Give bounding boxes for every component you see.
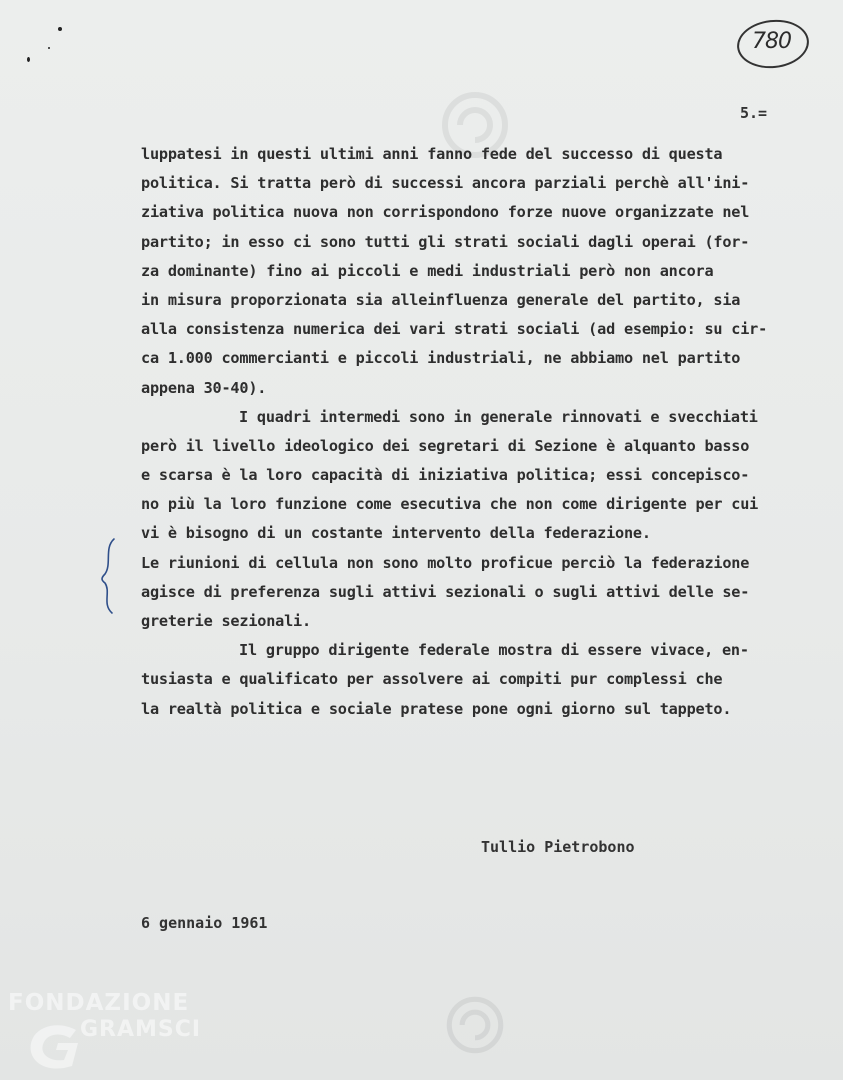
text-line: I quadri intermedi sono in generale rinnovati e svecchiati (239, 407, 758, 426)
watermark-line-1: FONDAZIONE (8, 990, 190, 1016)
text-line: però il livello ideologico dei segretari di Sezione è alquanto basso (141, 436, 750, 455)
text-line: Le riunioni di cellula non sono molto proficue perciò la federazione (141, 553, 750, 572)
text-line: e scarsa è la loro capacità di iniziativa politica; essi concepisco- (141, 466, 750, 485)
faint-watermark-logo (445, 995, 505, 1055)
text-line: appena 30-40). (141, 378, 267, 397)
text-line: partito; in esso ci sono tutti gli strati sociali dagli operai (for- (141, 232, 750, 251)
ink-speck (27, 57, 30, 62)
text-line: alla consistenza numerica dei vari strati sociali (ad esempio: su cir- (141, 320, 768, 339)
text-line: agisce di preferenza sugli attivi sezionali o sugli attivi delle se- (141, 582, 750, 601)
text-line: ziativa politica nuova non corrispondono forze nuove organizzate nel (141, 203, 750, 222)
text-line: no più la loro funzione come esecutiva che non come dirigente per cui (141, 495, 759, 514)
page-number: 5.= (740, 104, 768, 122)
text-line: la realtà politica e sociale pratese pone ogni giorno sul tappeto. (141, 699, 732, 718)
archive-number: 780 (752, 29, 791, 54)
text-line: Il gruppo dirigente federale mostra di essere vivace, en- (239, 641, 749, 660)
text-line: greterie sezionali. (141, 612, 311, 630)
handwritten-bracket-mark (96, 536, 122, 616)
typed-body-text (141, 140, 831, 724)
text-line: tusiasta e qualificato per assolvere ai compiti pur complessi che (141, 670, 723, 689)
text-line: vi è bisogno di un costante intervento della federazione. (141, 524, 651, 543)
text-line: ca 1.000 commercianti e piccoli industriali, ne abbiamo nel partito (141, 349, 741, 368)
watermark-line-2: GRAMSCI (80, 1017, 202, 1042)
ink-speck (58, 27, 62, 31)
text-line: politica. Si tratta però di successi ancora parziali perchè all'ini- (141, 174, 750, 193)
document-date: 6 gennaio 1961 (141, 914, 268, 932)
text-line: luppatesi in questi ultimi anni fanno fede del successo di questa (141, 145, 723, 163)
ink-speck (48, 47, 50, 49)
text-line: za dominante) fino ai piccoli e medi industriali però non ancora (141, 261, 714, 280)
signature-name: Tullio Pietrobono (481, 838, 635, 856)
text-line: in misura proporzionata sia alleinfluenza generale del partito, sia (141, 290, 741, 309)
fondazione-gramsci-logo (6, 986, 226, 1072)
